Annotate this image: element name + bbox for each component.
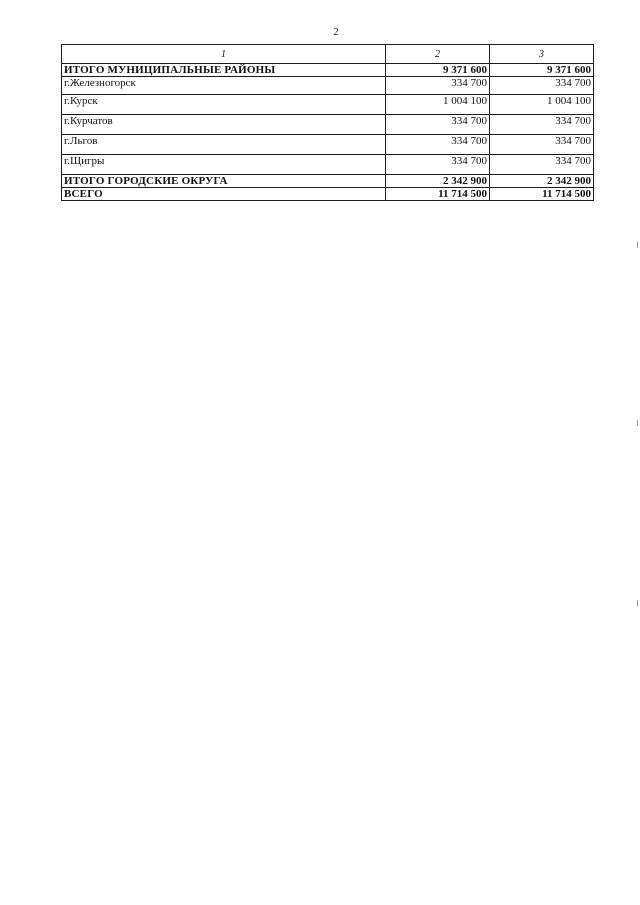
table-row — [62, 155, 594, 175]
row-value-col2: 9 371 600 — [386, 64, 490, 77]
table-row — [62, 175, 594, 188]
row-value-col3: 11 714 500 — [490, 188, 594, 201]
row-value-col3: 334 700 — [490, 115, 594, 135]
table-row — [62, 115, 594, 135]
table-row — [62, 64, 594, 77]
row-value-col2: 2 342 900 — [386, 175, 490, 188]
row-value-col3: 334 700 — [490, 77, 594, 95]
row-name: ВСЕГО — [62, 188, 386, 201]
row-value-col3: 2 342 900 — [490, 175, 594, 188]
scan-edge-mark — [637, 600, 638, 606]
table-row — [62, 77, 594, 95]
table-row — [62, 95, 594, 115]
row-name: г.Железногорск — [62, 77, 386, 95]
page-number: 2 — [333, 26, 339, 38]
row-value-col2: 1 004 100 — [386, 95, 490, 115]
row-name: г.Льгов — [62, 135, 386, 155]
row-name: ИТОГО МУНИЦИПАЛЬНЫЕ РАЙОНЫ — [62, 64, 386, 77]
row-value-col3: 334 700 — [490, 155, 594, 175]
row-value-col2: 334 700 — [386, 115, 490, 135]
table-header — [62, 45, 594, 64]
row-name: ИТОГО ГОРОДСКИЕ ОКРУГА — [62, 175, 386, 188]
scan-edge-mark — [637, 242, 638, 248]
allocation-table — [61, 44, 594, 201]
column-header-3: 3 — [490, 45, 594, 64]
scan-edge-mark — [637, 420, 638, 426]
table-row — [62, 188, 594, 201]
row-value-col2: 334 700 — [386, 135, 490, 155]
row-value-col3: 1 004 100 — [490, 95, 594, 115]
column-header-1: 1 — [62, 45, 386, 64]
row-value-col2: 11 714 500 — [386, 188, 490, 201]
column-header-2: 2 — [386, 45, 490, 64]
row-name: г.Курск — [62, 95, 386, 115]
row-name: г.Щигры — [62, 155, 386, 175]
row-name: г.Курчатов — [62, 115, 386, 135]
row-value-col2: 334 700 — [386, 155, 490, 175]
header-row — [62, 45, 594, 64]
row-value-col2: 334 700 — [386, 77, 490, 95]
row-value-col3: 334 700 — [490, 135, 594, 155]
table-body — [62, 64, 594, 201]
row-value-col3: 9 371 600 — [490, 64, 594, 77]
table-row — [62, 135, 594, 155]
